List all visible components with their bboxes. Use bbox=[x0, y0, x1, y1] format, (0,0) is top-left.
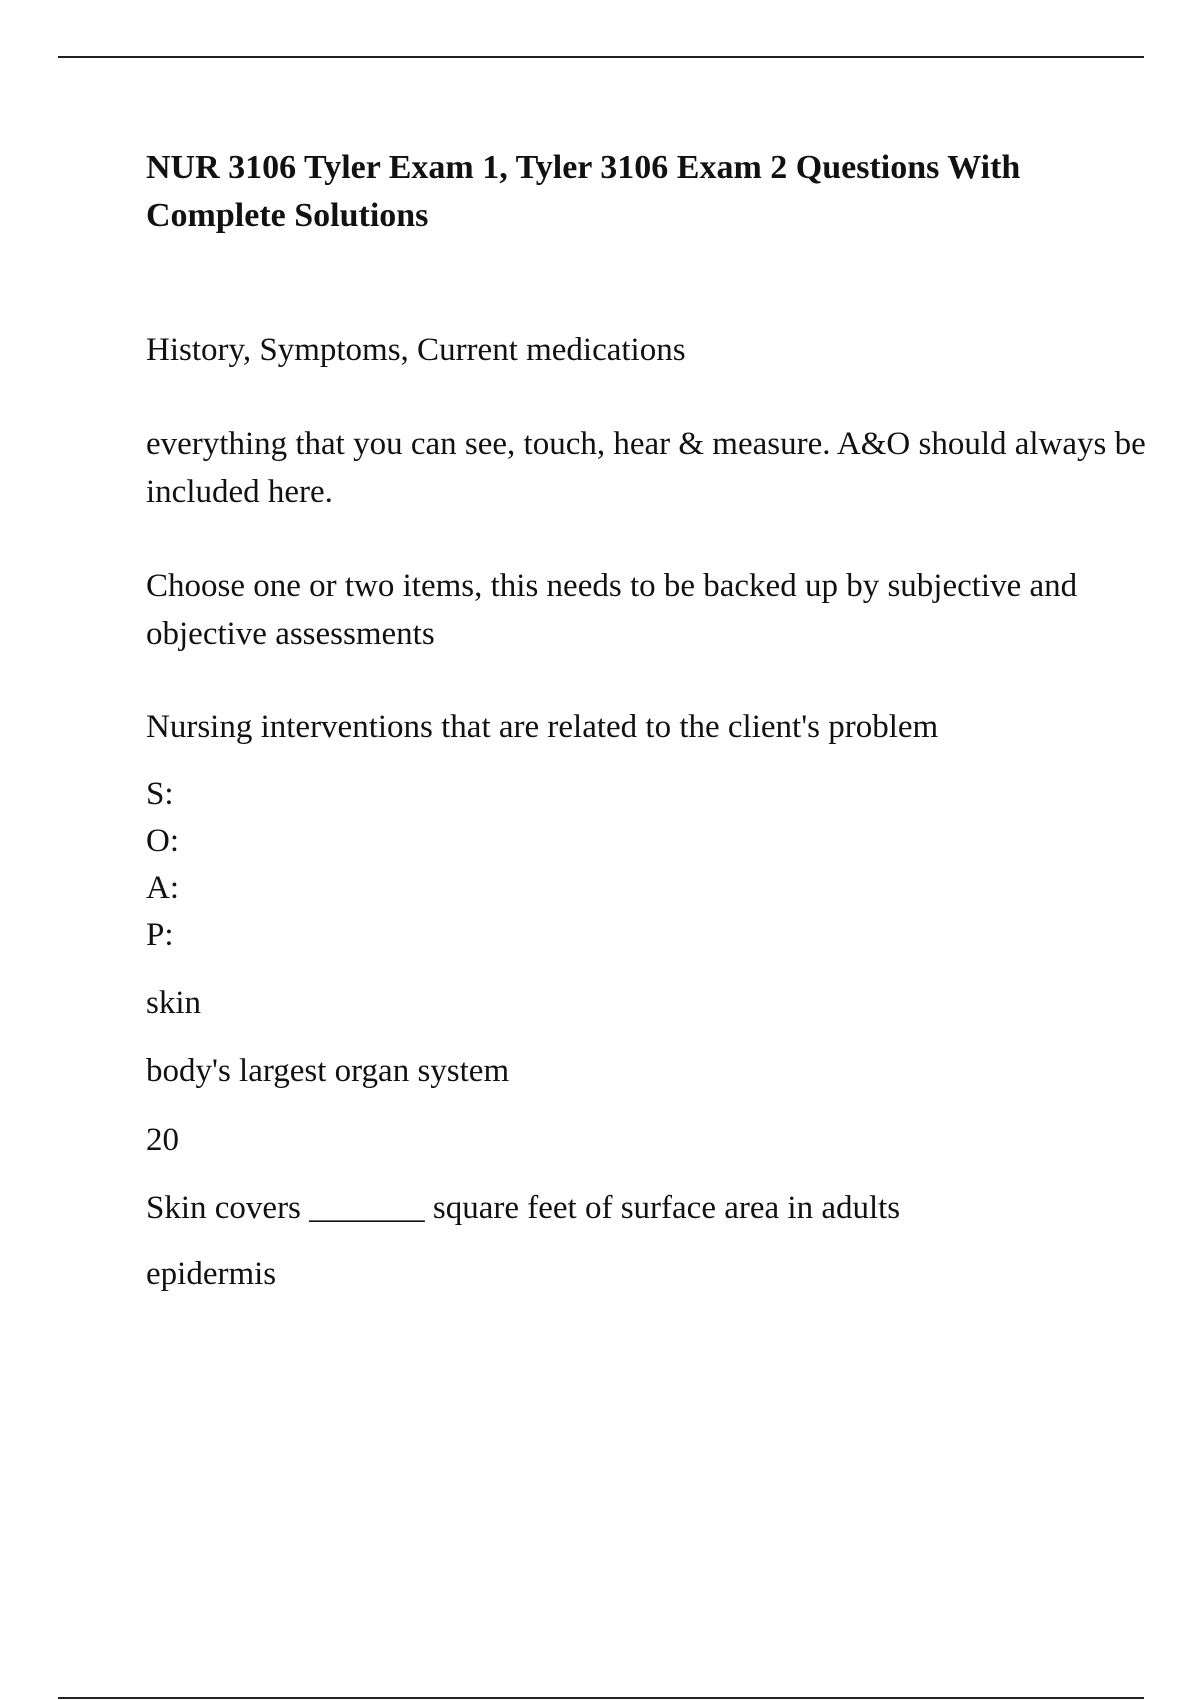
entry-skin: skin bbox=[146, 985, 202, 1021]
document-body bbox=[146, 144, 1146, 1298]
entry-skin-covers: Skin covers _______ square feet of surface area in adults bbox=[146, 1190, 901, 1226]
document-title: NUR 3106 Tyler Exam 1, Tyler 3106 Exam 2 Questions With Complete Solutions bbox=[146, 149, 1021, 234]
entry-epidermis: epidermis bbox=[146, 1256, 277, 1292]
entry-objective: everything that you can see, touch, hear & measure. A&O should always be included here. bbox=[146, 426, 1146, 510]
soap-o: O: bbox=[146, 823, 179, 859]
entry-interventions: Nursing interventions that are related to the client's problem bbox=[146, 709, 939, 745]
entry-largest-organ: body's largest organ system bbox=[146, 1053, 510, 1089]
soap-list bbox=[146, 771, 1146, 959]
bottom-rule bbox=[58, 1697, 1144, 1699]
entry-history: History, Symptoms, Current medications bbox=[146, 332, 686, 368]
soap-s: S: bbox=[146, 776, 174, 812]
entry-assessment: Choose one or two items, this needs to be backed up by subjective and objective assessments bbox=[146, 568, 1078, 652]
entry-twenty: 20 bbox=[146, 1122, 179, 1158]
soap-p: P: bbox=[146, 917, 174, 953]
top-rule bbox=[58, 56, 1144, 58]
soap-a: A: bbox=[146, 870, 179, 906]
